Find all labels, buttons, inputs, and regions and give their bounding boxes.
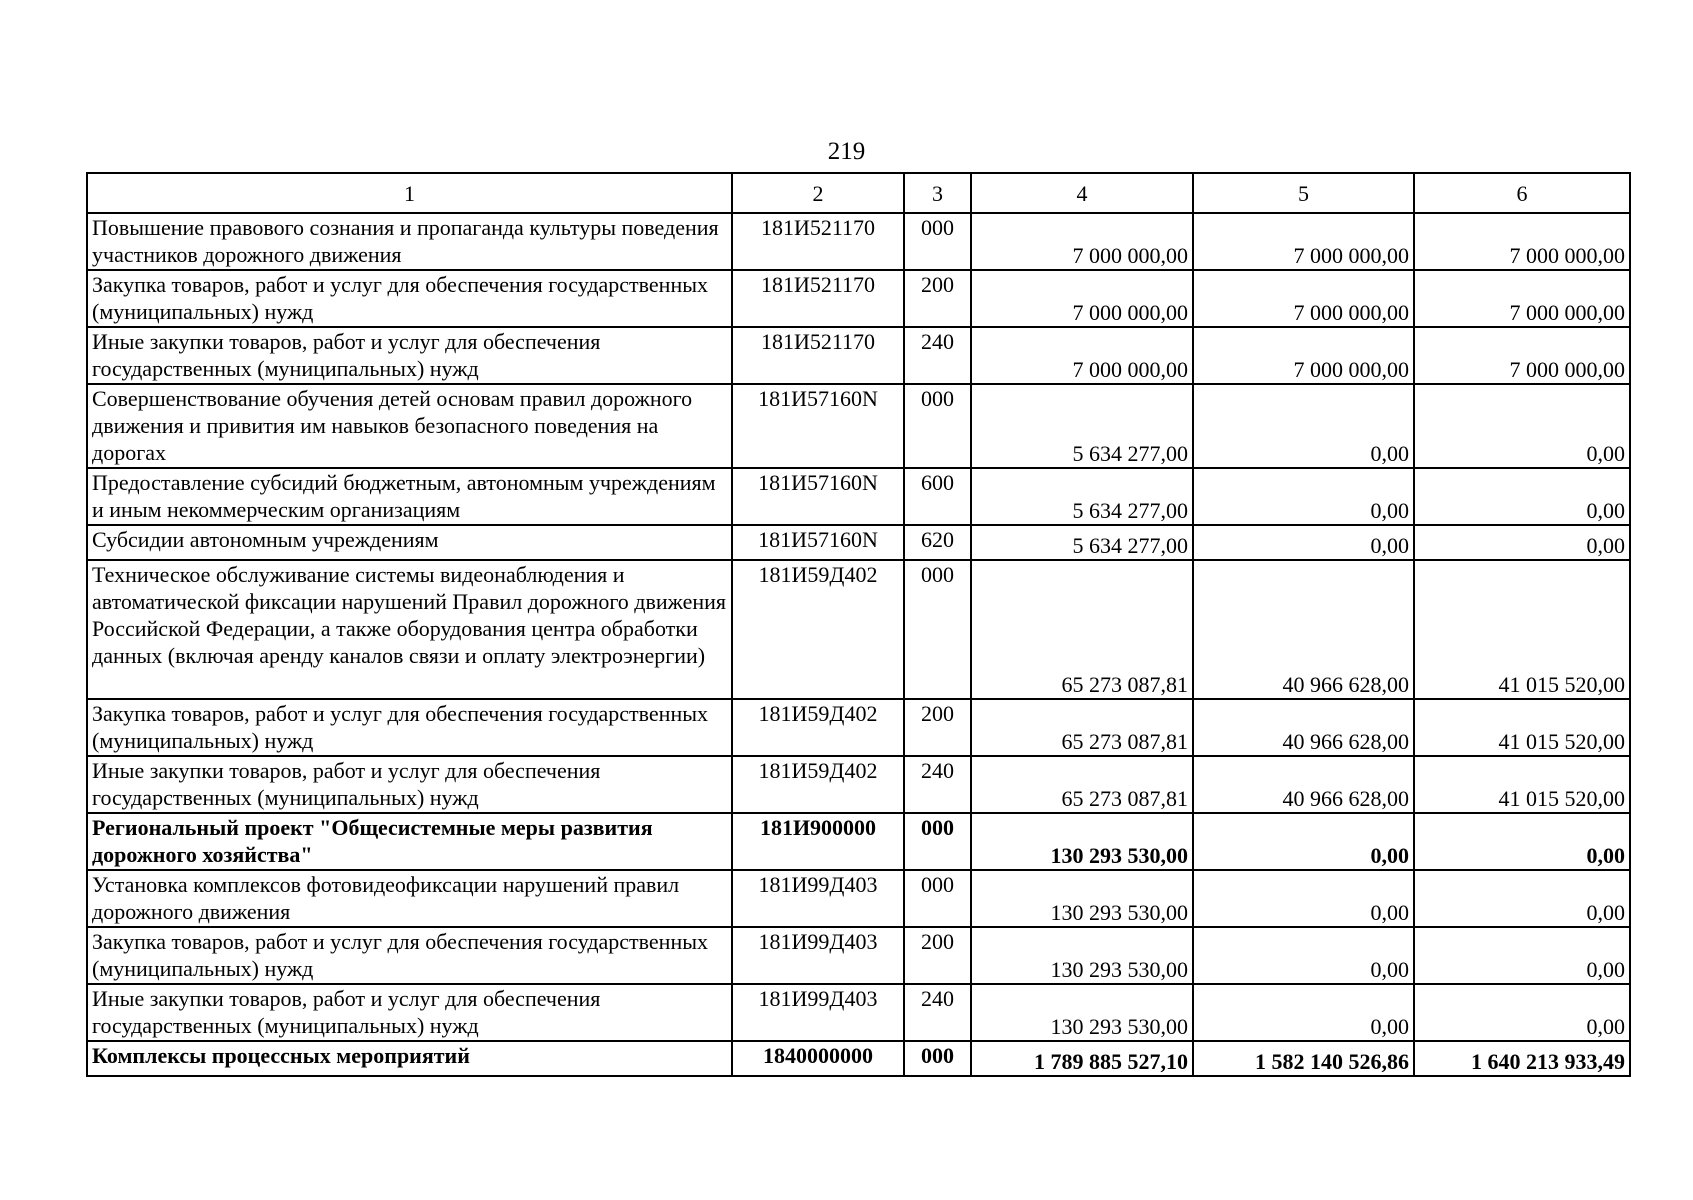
- row-name: Закупка товаров, работ и услуг для обеспечения государственных (муниципальных) нужд: [87, 927, 732, 984]
- row-amount-3: 0,00: [1414, 813, 1630, 870]
- row-amount-3: 0,00: [1414, 870, 1630, 927]
- row-code: 181И59Д402: [732, 699, 904, 756]
- row-code: 181И57160N: [732, 384, 904, 468]
- row-code: 181И900000: [732, 813, 904, 870]
- row-amount-2: 0,00: [1193, 525, 1414, 560]
- column-header: 5: [1193, 173, 1414, 213]
- row-amount-2: 7 000 000,00: [1193, 213, 1414, 270]
- row-amount-3: 0,00: [1414, 927, 1630, 984]
- table-row: [87, 927, 1630, 984]
- row-code: 181И99Д403: [732, 984, 904, 1041]
- row-name: Комплексы процессных мероприятий: [87, 1041, 732, 1076]
- row-name: Иные закупки товаров, работ и услуг для обеспечения государственных (муниципальных) нужд: [87, 756, 732, 813]
- column-header: 2: [732, 173, 904, 213]
- row-amount-1: 7 000 000,00: [971, 270, 1193, 327]
- row-amount-2: 0,00: [1193, 984, 1414, 1041]
- row-amount-2: 0,00: [1193, 927, 1414, 984]
- row-type: 000: [904, 1041, 971, 1076]
- table-row: [87, 384, 1630, 468]
- table-row: [87, 560, 1630, 699]
- row-amount-2: 40 966 628,00: [1193, 699, 1414, 756]
- row-amount-1: 1 789 885 527,10: [971, 1041, 1193, 1076]
- table-row: [87, 525, 1630, 560]
- row-amount-1: 5 634 277,00: [971, 525, 1193, 560]
- row-name: Региональный проект "Общесистемные меры развития дорожного хозяйства": [87, 813, 732, 870]
- row-code: 181И59Д402: [732, 756, 904, 813]
- row-type: 240: [904, 984, 971, 1041]
- row-code: 181И59Д402: [732, 560, 904, 699]
- row-name: Совершенствование обучения детей основам правил дорожного движения и привития им навыков безопасного поведения на дорогах: [87, 384, 732, 468]
- row-amount-3: 0,00: [1414, 468, 1630, 525]
- row-amount-3: 41 015 520,00: [1414, 560, 1630, 699]
- row-amount-2: 7 000 000,00: [1193, 327, 1414, 384]
- row-name: Субсидии автономным учреждениям: [87, 525, 732, 560]
- row-name: Закупка товаров, работ и услуг для обеспечения государственных (муниципальных) нужд: [87, 270, 732, 327]
- row-amount-3: 1 640 213 933,49: [1414, 1041, 1630, 1076]
- table-header-row: [87, 173, 1630, 213]
- row-amount-3: 7 000 000,00: [1414, 270, 1630, 327]
- row-name: Установка комплексов фотовидеофиксации нарушений правил дорожного движения: [87, 870, 732, 927]
- row-amount-1: 130 293 530,00: [971, 984, 1193, 1041]
- row-type: 240: [904, 756, 971, 813]
- row-name: Закупка товаров, работ и услуг для обеспечения государственных (муниципальных) нужд: [87, 699, 732, 756]
- row-amount-1: 130 293 530,00: [971, 813, 1193, 870]
- table-row-section: [87, 813, 1630, 870]
- row-amount-1: 65 273 087,81: [971, 560, 1193, 699]
- column-header: 3: [904, 173, 971, 213]
- row-amount-2: 7 000 000,00: [1193, 270, 1414, 327]
- row-amount-2: 0,00: [1193, 813, 1414, 870]
- row-name: Иные закупки товаров, работ и услуг для обеспечения государственных (муниципальных) нужд: [87, 984, 732, 1041]
- row-amount-1: 65 273 087,81: [971, 756, 1193, 813]
- row-code: 1840000000: [732, 1041, 904, 1076]
- column-header: 4: [971, 173, 1193, 213]
- row-type: 200: [904, 699, 971, 756]
- table-row-section: [87, 1041, 1630, 1076]
- row-amount-2: 40 966 628,00: [1193, 560, 1414, 699]
- row-amount-3: 41 015 520,00: [1414, 756, 1630, 813]
- row-amount-1: 130 293 530,00: [971, 927, 1193, 984]
- row-code: 181И521170: [732, 327, 904, 384]
- row-name: Предоставление субсидий бюджетным, автономным учреждениям и иным некоммерческим организациям: [87, 468, 732, 525]
- row-amount-2: 1 582 140 526,86: [1193, 1041, 1414, 1076]
- row-amount-1: 130 293 530,00: [971, 870, 1193, 927]
- row-amount-2: 0,00: [1193, 384, 1414, 468]
- row-name: Повышение правового сознания и пропаганда культуры поведения участников дорожного движения: [87, 213, 732, 270]
- row-name: Иные закупки товаров, работ и услуг для обеспечения государственных (муниципальных) нужд: [87, 327, 732, 384]
- row-amount-1: 5 634 277,00: [971, 468, 1193, 525]
- row-type: 000: [904, 560, 971, 699]
- row-amount-2: 40 966 628,00: [1193, 756, 1414, 813]
- table-row: [87, 756, 1630, 813]
- row-code: 181И521170: [732, 270, 904, 327]
- row-amount-2: 0,00: [1193, 870, 1414, 927]
- row-code: 181И99Д403: [732, 927, 904, 984]
- table-row: [87, 468, 1630, 525]
- row-type: 620: [904, 525, 971, 560]
- table-row: [87, 870, 1630, 927]
- row-amount-1: 5 634 277,00: [971, 384, 1193, 468]
- row-type: 000: [904, 384, 971, 468]
- row-code: 181И57160N: [732, 468, 904, 525]
- row-amount-3: 41 015 520,00: [1414, 699, 1630, 756]
- table-row: [87, 984, 1630, 1041]
- table-row: [87, 327, 1630, 384]
- row-name: Техническое обслуживание системы видеонаблюдения и автоматической фиксации нарушений Правил дорожного движения Российской Федерации, а также оборудования центра обработки данных (включая аренду каналов связи и оплату электроэнергии): [87, 560, 732, 699]
- row-amount-3: 7 000 000,00: [1414, 327, 1630, 384]
- row-code: 181И521170: [732, 213, 904, 270]
- row-type: 240: [904, 327, 971, 384]
- column-header: 6: [1414, 173, 1630, 213]
- table-row: [87, 213, 1630, 270]
- budget-table: [86, 172, 1631, 1077]
- row-amount-3: 0,00: [1414, 984, 1630, 1041]
- row-type: 000: [904, 213, 971, 270]
- column-header: 1: [87, 173, 732, 213]
- row-code: 181И57160N: [732, 525, 904, 560]
- row-amount-1: 7 000 000,00: [971, 327, 1193, 384]
- row-type: 600: [904, 468, 971, 525]
- row-amount-2: 0,00: [1193, 468, 1414, 525]
- table-row: [87, 270, 1630, 327]
- row-type: 200: [904, 270, 971, 327]
- row-amount-1: 65 273 087,81: [971, 699, 1193, 756]
- row-amount-3: 7 000 000,00: [1414, 213, 1630, 270]
- row-type: 200: [904, 927, 971, 984]
- row-type: 000: [904, 870, 971, 927]
- row-amount-1: 7 000 000,00: [971, 213, 1193, 270]
- row-amount-3: 0,00: [1414, 384, 1630, 468]
- row-amount-3: 0,00: [1414, 525, 1630, 560]
- page-number: 219: [827, 138, 866, 165]
- table-row: [87, 699, 1630, 756]
- row-code: 181И99Д403: [732, 870, 904, 927]
- row-type: 000: [904, 813, 971, 870]
